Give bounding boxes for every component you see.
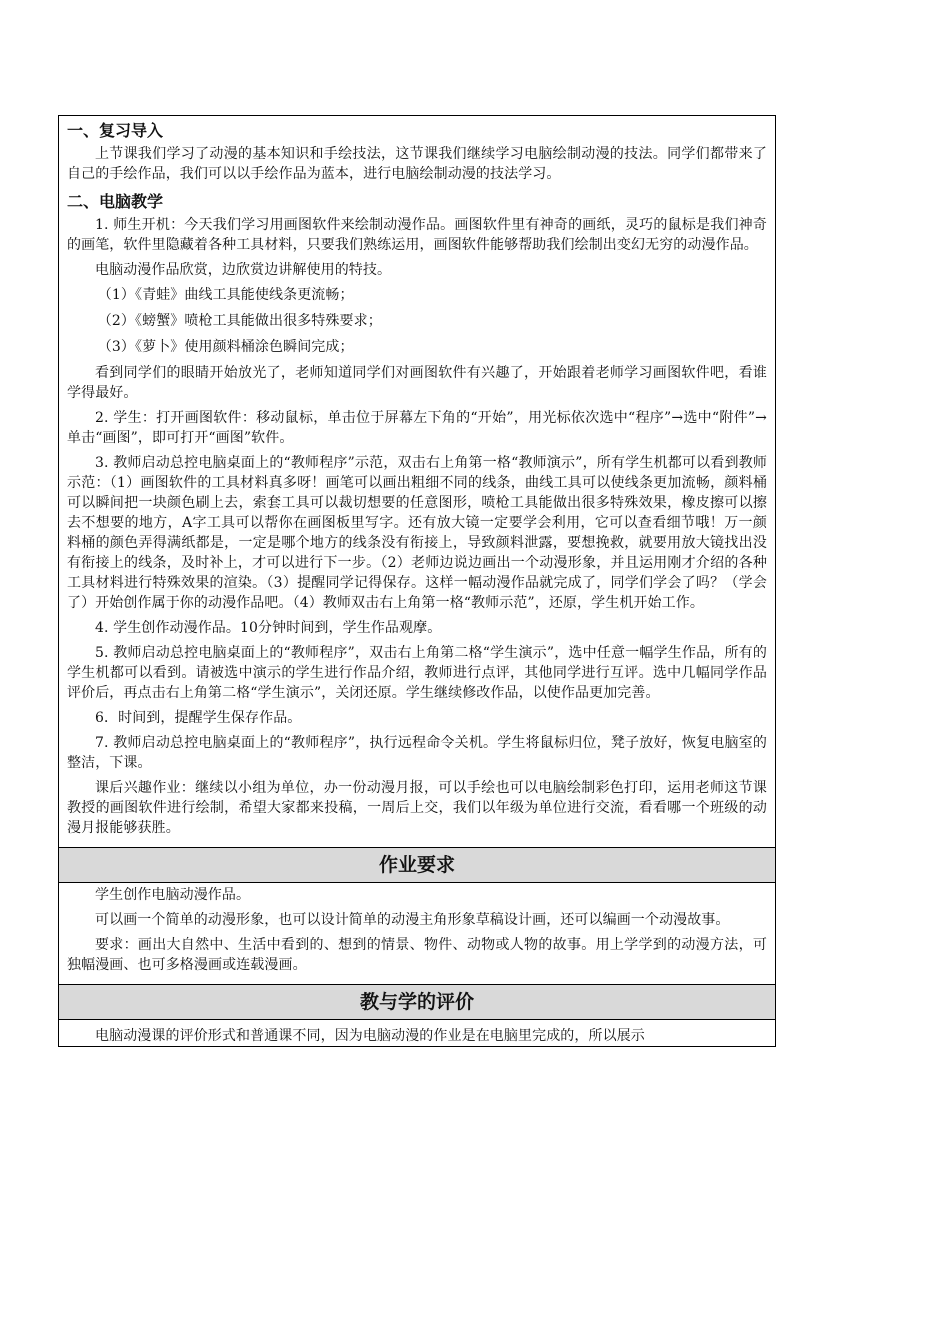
homework-paragraph-3: 要求：画出大自然中、生活中看到的、想到的情景、物件、动物或人物的故事。用上学学到的动漫方法，可独幅漫画、也可多格漫画或连载漫画。 [67, 937, 767, 973]
step-4-paragraph: 4. 学生创作动漫作品。10分钟时间到，学生作品观摩。 [95, 620, 442, 636]
homework-content-cell [59, 883, 775, 984]
example-item-crab: （2）《螃蟹》喷枪工具能做出很多特殊要求； [97, 313, 382, 329]
extra-homework-paragraph: 课后兴趣作业：继续以小组为单位，办一份动漫月报，可以手绘也可以电脑绘制彩色打印，运用老师这节课教授的画图软件进行绘制，希望大家都来投稿，一周后上交，我们以年级为单位进行交流，看看哪一个班级的动漫月报能够获胜。 [67, 780, 767, 836]
example-item-radish: （3）《萝卜》使用颜料桶涂色瞬间完成； [97, 339, 354, 355]
step-5-paragraph: 5. 教师启动总控电脑桌面上的“教师程序”，双击右上角第二格“学生演示”，选中任意一幅学生作品，所有的学生机都可以看到。请被选中演示的学生进行作品介绍，教师进行点评，其他同学进行互评。选中几幅同学作品评价后，再点击右上角第二格“学生演示”，关闭还原。学生继续修改作品，以使作品更加完善。 [67, 645, 767, 701]
evaluation-header: 教与学的评价 [59, 984, 775, 1020]
review-paragraph: 上节课我们学习了动漫的基本知识和手绘技法，这节课我们继续学习电脑绘制动漫的技法。同学们都带来了自己的手绘作品，我们可以以手绘作品为蓝本，进行电脑绘制动漫的技法学习。 [67, 146, 767, 182]
section-heading-review: 一、复习导入 [67, 121, 164, 140]
evaluation-content-cell [59, 1020, 775, 1046]
appreciation-paragraph: 电脑动漫作品欣赏，边欣赏边讲解使用的特技。 [95, 262, 392, 278]
interest-paragraph: 看到同学们的眼睛开始放光了，老师知道同学们对画图软件有兴趣了，开始跟着老师学习画图软件吧，看谁学得最好。 [67, 365, 767, 401]
lesson-plan-table [58, 115, 776, 1047]
step-1-paragraph: 1. 师生开机：今天我们学习用画图软件来绘制动漫作品。画图软件里有神奇的画纸，灵巧的鼠标是我们神奇的画笔，软件里隐藏着各种工具材料，只要我们熟练运用，画图软件能够帮助我们绘制出变幻无穷的动漫作品。 [67, 217, 767, 253]
step-3-paragraph: 3. 教师启动总控电脑桌面上的“教师程序”示范，双击右上角第一格“教师演示”，所有学生机都可以看到教师示范：（1）画图软件的工具材料真多呀！画笔可以画出粗细不同的线条，曲线工具可以使线条更加流畅，颜料桶可以瞬间把一块颜色刷上去，索套工具可以裁切想要的任意图形，喷枪工具能做出很多特殊效果，橡皮擦可以擦去不想要的地方，A字工具可以帮你在画图板里写字。还有放大镜一定要学会利用，它可以查看细节哦！万一颜料桶的颜色弄得满纸都是，一定是哪个地方的线条没有衔接上，导致颜料泄露，要想挽救，就要用放大镜找出没有衔接上的线条，及时补上，才可以进行下一步。（2）老师边说边画出一个动漫形象，并且运用刚才介绍的各种工具材料进行特殊效果的渲染。（3）提醒同学记得保存。这样一幅动漫作品就完成了，同学们学会了吗？（学会了）开始创作属于你的动漫作品吧。（4）教师双击右上角第一格“教师示范”，还原，学生机开始工作。 [67, 455, 767, 611]
step-2-paragraph: 2. 学生：打开画图软件：移动鼠标，单击位于屏幕左下角的“开始”，用光标依次选中“程序”→选中“附件”→单击“画图”，即可打开“画图”软件。 [67, 410, 767, 446]
example-item-frog: （1）《青蛙》曲线工具能使线条更流畅； [97, 287, 354, 303]
step-7-paragraph: 7. 教师启动总控电脑桌面上的“教师程序”，执行远程命令关机。学生将鼠标归位，凳子放好，恢复电脑室的整洁，下课。 [67, 735, 767, 771]
homework-paragraph-1: 学生创作电脑动漫作品。 [95, 887, 251, 903]
homework-paragraph-2: 可以画一个简单的动漫形象，也可以设计简单的动漫主角形象草稿设计画，还可以编画一个动漫故事。 [95, 912, 730, 928]
section-heading-computer-teaching: 二、电脑教学 [67, 192, 164, 211]
lesson-content-cell [59, 116, 775, 847]
homework-header: 作业要求 [59, 847, 775, 883]
step-6-paragraph: 6．时间到，提醒学生保存作品。 [95, 710, 302, 726]
evaluation-paragraph: 电脑动漫课的评价形式和普通课不同，因为电脑动漫的作业是在电脑里完成的，所以展示 [95, 1028, 645, 1044]
